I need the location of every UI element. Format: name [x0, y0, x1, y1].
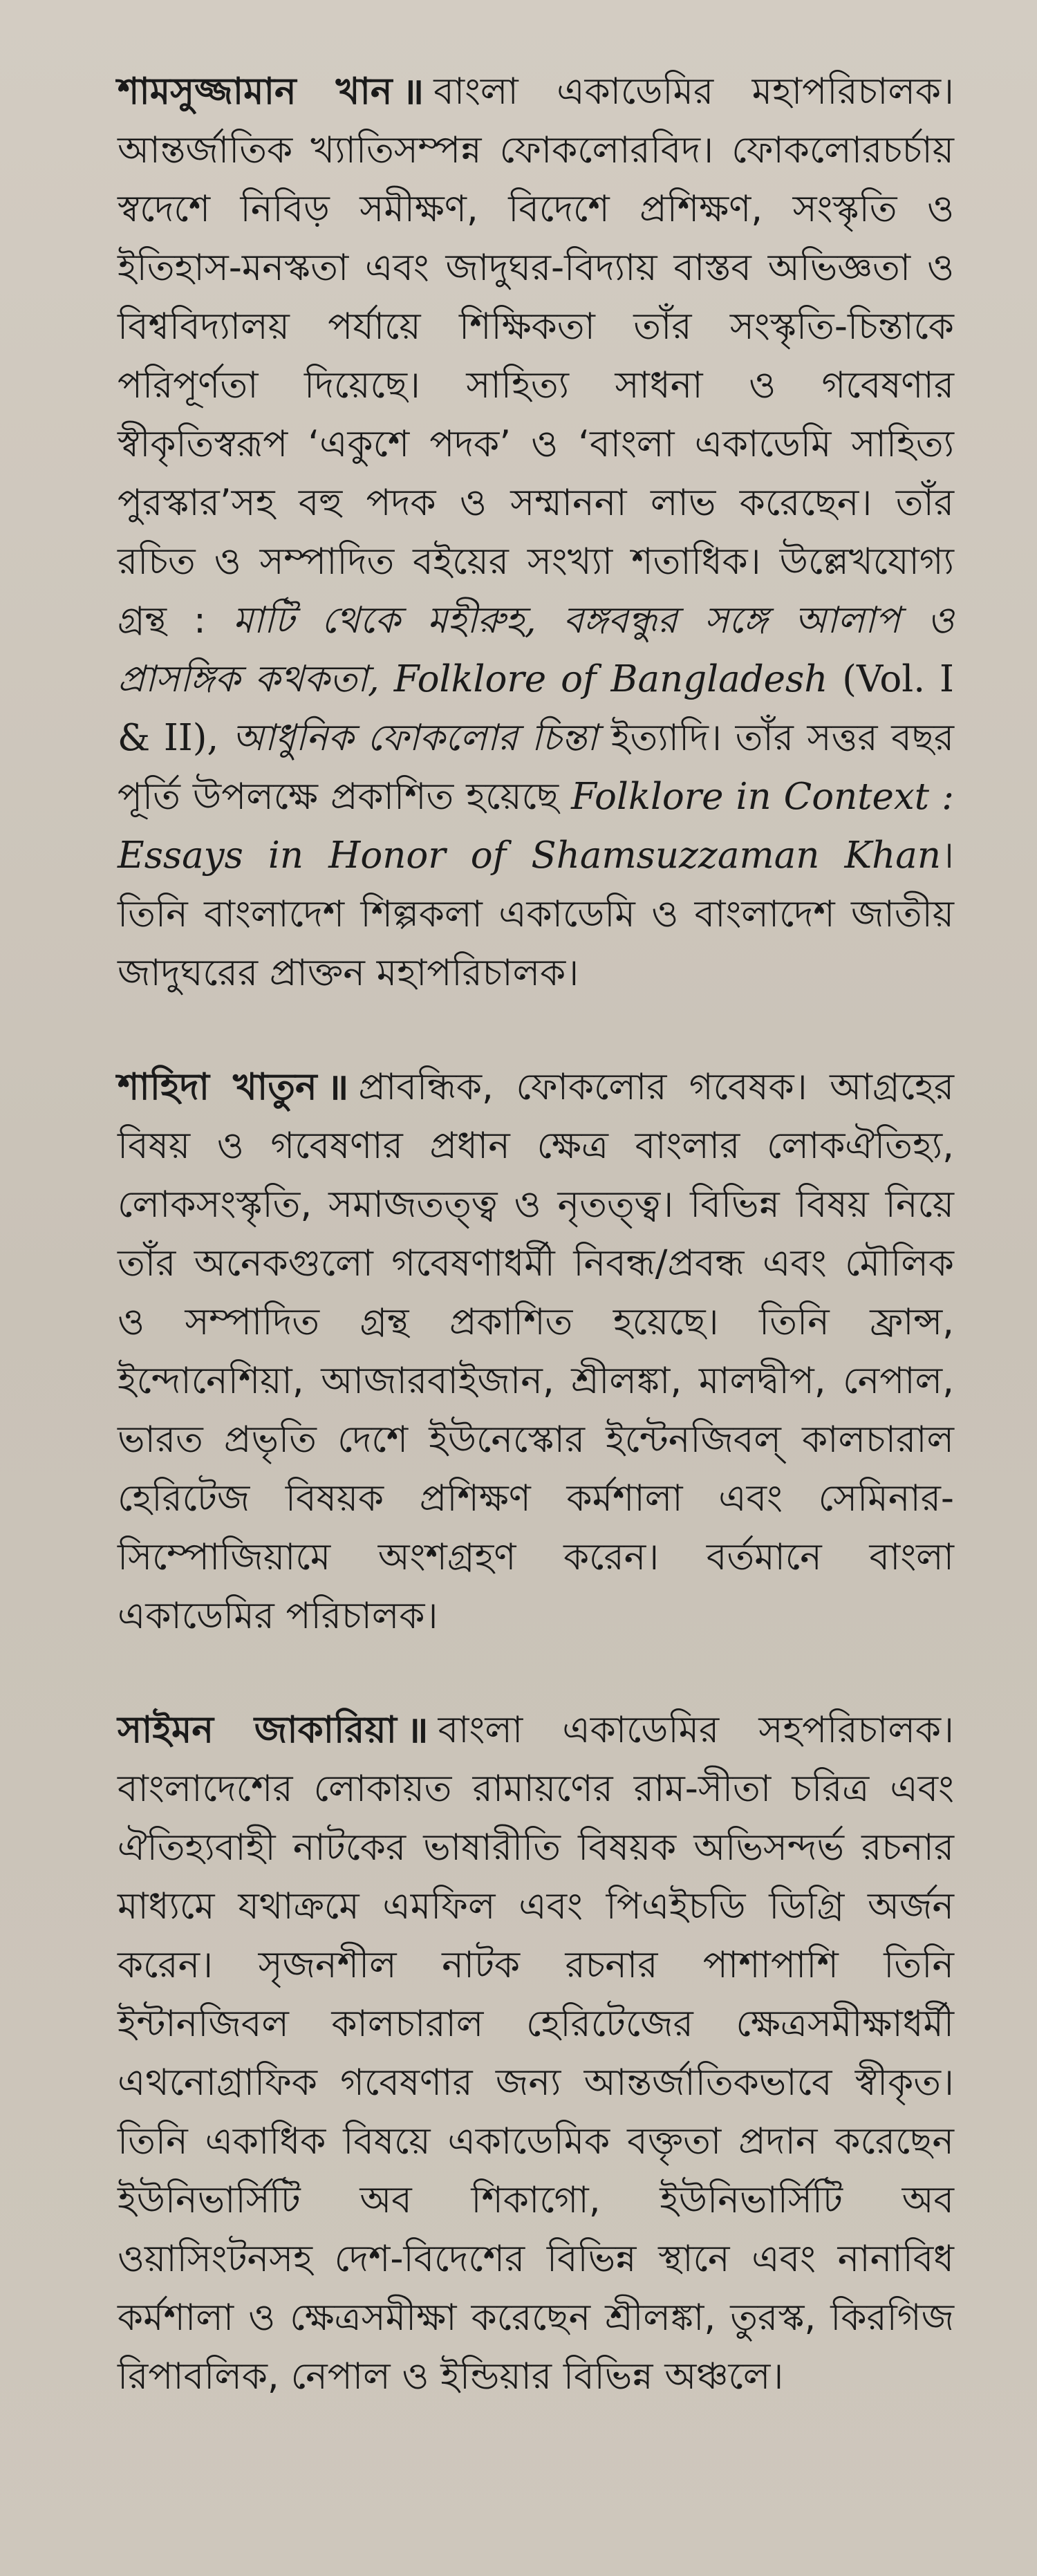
bio-text: । তিনি বাংলাদেশ শিল্পকলা একাডেমি ও বাংলাদেশ জাতীয় জাদুঘরের প্রাক্তন মহাপরিচালক।	[118, 834, 954, 994]
bio-simon-zakaria	[118, 1701, 954, 2406]
bio-text: ইত্যাদি। তাঁর সত্তর বছর পূর্তি উপলক্ষে প্রকাশিত হয়েছে	[118, 717, 954, 818]
bio-shamsuzzaman-khan	[118, 62, 954, 1002]
name-separator: ॥	[402, 71, 424, 113]
bio-text: প্রাবন্ধিক, ফোকলোর গবেষক। আগ্রহের বিষয় ও গবেষণার প্রধান ক্ষেত্র বাংলার লোকঐতিহ্য, লোকসংস্কৃতি, সমাজতত্ত্ব ও নৃতত্ত্ব। বিভিন্ন বিষয় নিয়ে তাঁর অনেকগুলো গবেষণাধর্মী নিবন্ধ/প্রবন্ধ এবং মৌলিক ও সম্পাদিত গ্রন্থ প্রকাশিত হয়েছে। তিনি ফ্রান্স, ইন্দোনেশিয়া, আজারবাইজান, শ্রীলঙ্কা, মালদ্বীপ, নেপাল, ভারত প্রভৃতি দেশে ইউনেস্কোর ইন্টেনজিবল্ কালচারাল হেরিটেজ বিষয়ক প্রশিক্ষণ কর্মশালা এবং সেমিনার-সিম্পোজিয়ামে অংশগ্রহণ করেন। বর্তমানে বাংলা একাডেমির পরিচালক।	[118, 1066, 954, 1637]
name-separator: ॥	[406, 1709, 429, 1751]
name-separator: ॥	[326, 1066, 349, 1108]
book-volume: (Vol. I & II),	[118, 658, 954, 759]
book-title: মাটি থেকে মহীরুহ,	[232, 599, 536, 642]
book-title: আধুনিক ফোকলোর চিন্তা	[232, 717, 598, 759]
bio-shahida-khatun	[118, 1058, 954, 1645]
book-title: বঙ্গবন্ধুর সঙ্গে আলাপ ও প্রাসঙ্গিক কথকতা,	[118, 599, 954, 700]
author-name: শাহিদা খাতুন	[118, 1066, 317, 1108]
author-name: শামসুজ্জামান খান	[118, 71, 393, 113]
bio-text: বাংলা একাডেমির মহাপরিচালক। আন্তর্জাতিক খ্যাতিসম্পন্ন ফোকলোরবিদ। ফোকলোরচর্চায় স্বদেশে নিবিড় সমীক্ষণ, বিদেশে প্রশিক্ষণ, সংস্কৃতি ও ইতিহাস-মনস্কতা এবং জাদুঘর-বিদ্যায় বাস্তব অভিজ্ঞতা ও বিশ্ববিদ্যালয় পর্যায়ে শিক্ষিকতা তাঁর সংস্কৃতি-চিন্তাকে পরিপূর্ণতা দিয়েছে। সাহিত্য সাধনা ও গবেষণার স্বীকৃতিস্বরূপ ‘একুশে পদক’ ও ‘বাংলা একাডেমি সাহিত্য পুরস্কার’সহ বহু পদক ও সম্মাননা লাভ করেছেন। তাঁর রচিত ও সম্পাদিত বইয়ের সংখ্যা শতাধিক। উল্লেখযোগ্য গ্রন্থ :	[118, 71, 955, 642]
book-title: Folklore in Context : Essays in Honor of Shamsuzzaman Khan	[118, 776, 954, 877]
author-name: সাইমন জাকারিয়া	[118, 1709, 397, 1751]
bio-text: বাংলা একাডেমির সহপরিচালক। বাংলাদেশের লোকায়ত রামায়ণের রাম-সীতা চরিত্র এবং ঐতিহ্যবাহী নাটকের ভাষারীতি বিষয়ক অভিসন্দর্ভ রচনার মাধ্যমে যথাক্রমে এমফিল এবং পিএইচডি ডিগ্রি অর্জন করেন। সৃজনশীল নাটক রচনার পাশাপাশি তিনি ইন্টানজিবল কালচারাল হেরিটেজের ক্ষেত্রসমীক্ষাধর্মী এথনোগ্রাফিক গবেষণার জন্য আন্তর্জাতিকভাবে স্বীকৃত। তিনি একাধিক বিষয়ে একাডেমিক বক্তৃতা প্রদান করেছেন ইউনিভার্সিটি অব শিকাগো, ইউনিভার্সিটি অব ওয়াসিংটনসহ দেশ-বিদেশের বিভিন্ন স্থানে এবং নানাবিধ কর্মশালা ও ক্ষেত্রসমীক্ষা করেছেন শ্রীলঙ্কা, তুরস্ক, কিরগিজ রিপাবলিক, নেপাল ও ইন্ডিয়ার বিভিন্ন অঞ্চলে।	[118, 1709, 954, 2398]
book-title: Folklore of Bangladesh	[393, 658, 828, 700]
